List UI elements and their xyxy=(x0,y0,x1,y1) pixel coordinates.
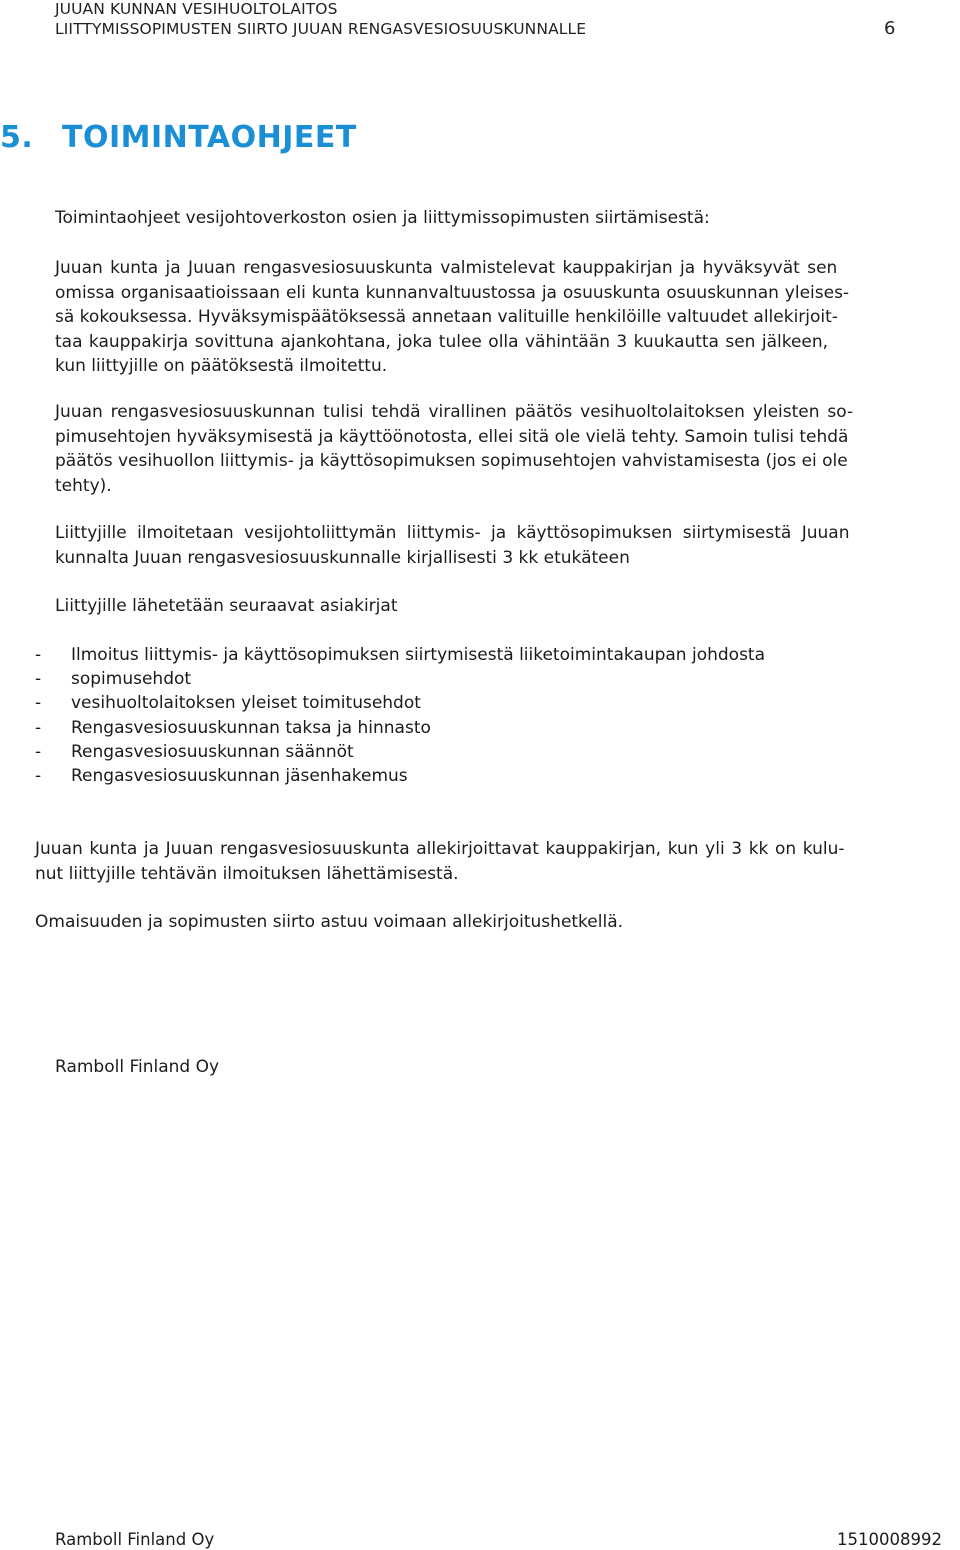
paragraph-terms-decision xyxy=(55,400,915,498)
footer-document-number: 1510008992 xyxy=(837,1530,942,1549)
paragraph-signing xyxy=(35,837,895,886)
paragraph-notification xyxy=(55,521,915,570)
section-heading xyxy=(0,120,357,155)
paragraph-line: päätös vesihuollon liittymis- ja käyttösopimuksen sopimusehtojen vahvistamisesta (jos ei ole xyxy=(55,451,848,471)
list-dash: - xyxy=(35,741,42,762)
list-item xyxy=(35,740,765,764)
paragraph-approval xyxy=(55,256,915,379)
documents-list xyxy=(35,643,765,788)
intro-paragraph: Toimintaohjeet vesijohtoverkoston osien ja liittymissopimusten siirtämisestä: xyxy=(55,208,710,228)
section-number: 5. xyxy=(0,120,34,155)
list-item xyxy=(35,643,765,667)
paragraph-line: taa kauppakirja sovittuna ajankohtana, joka tulee olla vähintään 3 kuukautta sen jälkeen, xyxy=(55,331,829,352)
header-document-title: LIITTYMISSOPIMUSTEN SIIRTO JUUAN RENGASVESIOSUUSKUNNALLE xyxy=(55,20,587,38)
list-item-text: vesihuoltolaitoksen yleiset toimitusehdot xyxy=(71,693,421,714)
paragraph-line: sä kokouksessa. Hyväksymispäätöksessä annetaan valituille henkilöille valtuudet allekirjoit- xyxy=(55,307,838,327)
documents-intro: Liittyjille lähetetään seuraavat asiakirjat xyxy=(55,596,398,616)
list-item xyxy=(35,764,765,788)
section-title: TOIMINTAOHJEET xyxy=(62,120,357,155)
footer-company: Ramboll Finland Oy xyxy=(55,1530,215,1549)
signature: Ramboll Finland Oy xyxy=(55,1057,220,1077)
paragraph-line: Liittyjille ilmoitetaan vesijohtoliittymän liittymis- ja käyttösopimuksen siirtymisestä Juuan xyxy=(55,523,850,543)
list-dash: - xyxy=(35,669,42,690)
list-item-text: Rengasvesiosuuskunnan taksa ja hinnasto xyxy=(71,717,431,738)
page-number: 6 xyxy=(884,18,896,39)
paragraph-line: omissa organisaatioissaan eli kunta kunnanvaltuustossa ja osuuskunta osuuskunnan yleises- xyxy=(55,282,850,303)
list-item xyxy=(35,691,765,715)
paragraph-line: nut liittyjille tehtävän ilmoituksen lähettämisestä. xyxy=(35,863,459,884)
paragraph-line: kunnalta Juuan rengasvesiosuuskunnalle kirjallisesti 3 kk etukäteen xyxy=(55,547,630,568)
list-dash: - xyxy=(35,645,42,665)
list-dash: - xyxy=(35,717,42,738)
list-item-text: sopimusehdot xyxy=(71,669,192,690)
paragraph-effective: Omaisuuden ja sopimusten siirto astuu voimaan allekirjoitushetkellä. xyxy=(35,912,624,932)
list-item-text: Ilmoitus liittymis- ja käyttösopimuksen siirtymisestä liiketoimintakaupan johdosta xyxy=(71,645,766,665)
list-item-text: Rengasvesiosuuskunnan säännöt xyxy=(71,741,354,762)
header-organization: JUUAN KUNNAN VESIHUOLTOLAITOS xyxy=(55,0,338,18)
list-dash: - xyxy=(35,766,42,787)
paragraph-line: Juuan kunta ja Juuan rengasvesiosuuskunta allekirjoittavat kauppakirjan, kun yli 3 kk on kulu- xyxy=(35,839,845,859)
list-item xyxy=(35,716,765,740)
paragraph-line: pimusehtojen hyväksymisestä ja käyttöönotosta, ellei sitä ole vielä tehty. Samoin tulisi tehdä xyxy=(55,426,849,447)
paragraph-line: kun liittyjille on päätöksestä ilmoitettu. xyxy=(55,356,388,376)
list-item-text: Rengasvesiosuuskunnan jäsenhakemus xyxy=(71,766,408,787)
paragraph-line: tehty). xyxy=(55,475,112,496)
paragraph-line: Juuan rengasvesiosuuskunnan tulisi tehdä virallinen päätös vesihuoltolaitoksen yleisten so- xyxy=(55,402,854,422)
list-item xyxy=(35,667,765,691)
list-dash: - xyxy=(35,693,42,714)
paragraph-line: Juuan kunta ja Juuan rengasvesiosuuskunta valmistelevat kauppakirjan ja hyväksyvät sen xyxy=(55,258,838,278)
